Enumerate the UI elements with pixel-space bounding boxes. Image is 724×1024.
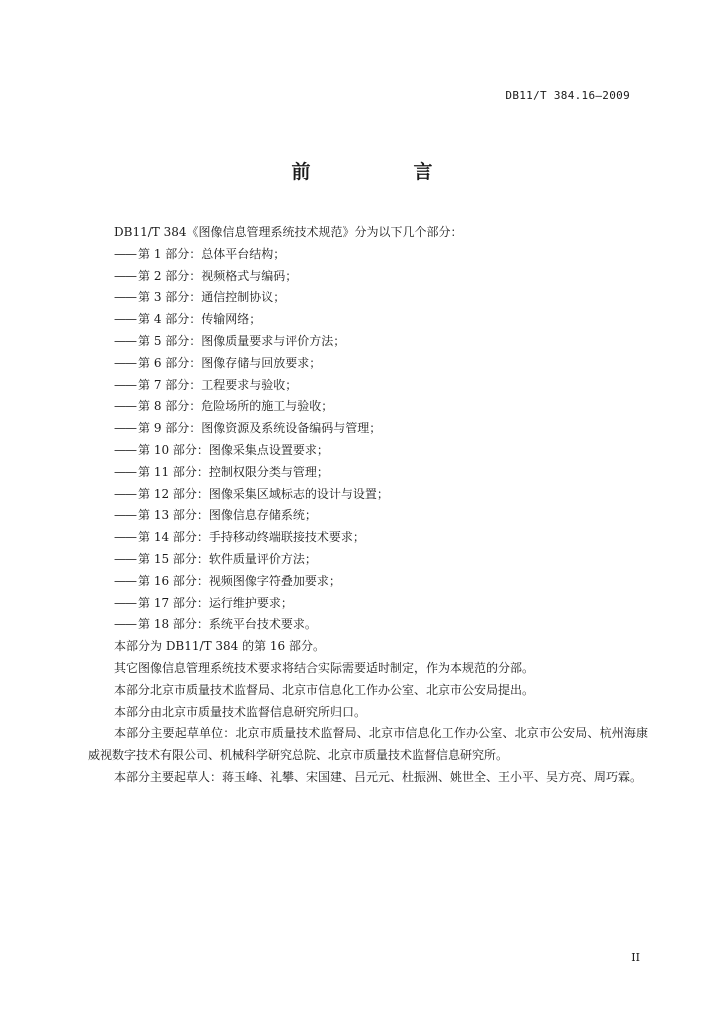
part-text: 第 12 部分：图像采集区域标志的设计与设置； bbox=[138, 486, 389, 501]
list-dash: —— bbox=[114, 530, 136, 545]
part-text: 第 3 部分：通信控制协议； bbox=[138, 290, 286, 305]
list-dash: —— bbox=[114, 464, 136, 479]
page-number: II bbox=[631, 951, 640, 964]
list-item bbox=[88, 287, 648, 309]
list-item bbox=[88, 614, 648, 636]
list-dash: —— bbox=[114, 377, 136, 392]
proposer-paragraph: 本部分北京市质量技术监督局、北京市信息化工作办公室、北京市公安局提出。 bbox=[114, 682, 535, 697]
list-item bbox=[88, 266, 648, 288]
drafters-paragraph: 本部分主要起草人：蒋玉峰、礼攀、宋国建、吕元元、杜振洲、姚世全、王小平、吴方亮、周巧霖。 bbox=[114, 769, 643, 784]
scope-paragraph: 本部分为 DB11/T 384 的第 16 部分。 bbox=[114, 639, 326, 654]
part-text: 第 16 部分：视频图像字符叠加要求； bbox=[138, 573, 341, 588]
part-text: 第 11 部分：控制权限分类与管理； bbox=[138, 464, 329, 479]
list-dash: —— bbox=[114, 246, 136, 261]
list-item bbox=[88, 309, 648, 331]
list-dash: —— bbox=[114, 573, 136, 588]
part-text: 第 4 部分：传输网络； bbox=[138, 312, 262, 327]
part-text: 第 2 部分：视频格式与编码； bbox=[138, 268, 298, 283]
list-item bbox=[88, 396, 648, 418]
foreword-body bbox=[88, 222, 648, 789]
list-dash: —— bbox=[114, 333, 136, 348]
list-dash: —— bbox=[114, 617, 136, 632]
list-item bbox=[88, 549, 648, 571]
list-dash: —— bbox=[114, 268, 136, 283]
list-item bbox=[88, 244, 648, 266]
list-item bbox=[88, 505, 648, 527]
management-paragraph: 本部分由北京市质量技术监督信息研究所归口。 bbox=[114, 704, 367, 719]
part-text: 第 14 部分：手持移动终端联接技术要求； bbox=[138, 530, 365, 545]
list-item bbox=[88, 527, 648, 549]
list-dash: —— bbox=[114, 595, 136, 610]
list-item bbox=[88, 440, 648, 462]
list-item bbox=[88, 593, 648, 615]
list-item bbox=[88, 353, 648, 375]
part-text: 第 7 部分：工程要求与验收； bbox=[138, 377, 298, 392]
part-text: 第 13 部分：图像信息存储系统； bbox=[138, 508, 317, 523]
future-parts-paragraph: 其它图像信息管理系统技术要求将结合实际需要适时制定，作为本规范的分部。 bbox=[114, 660, 535, 675]
part-text: 第 9 部分：图像资源及系统设备编码与管理； bbox=[138, 421, 382, 436]
list-item bbox=[88, 571, 648, 593]
list-dash: —— bbox=[114, 312, 136, 327]
parts-list bbox=[88, 244, 648, 636]
list-dash: —— bbox=[114, 421, 136, 436]
list-dash: —— bbox=[114, 399, 136, 414]
list-dash: —— bbox=[114, 442, 136, 457]
list-item bbox=[88, 418, 648, 440]
list-dash: —— bbox=[114, 486, 136, 501]
list-item bbox=[88, 375, 648, 397]
intro-paragraph: DB11/T 384《图像信息管理系统技术规范》分为以下几个部分： bbox=[114, 225, 463, 239]
standard-code: DB11/T 384.16—2009 bbox=[505, 89, 630, 102]
list-dash: —— bbox=[114, 508, 136, 523]
part-text: 第 10 部分：图像采集点设置要求； bbox=[138, 442, 329, 457]
part-text: 第 17 部分：运行维护要求； bbox=[138, 595, 293, 610]
part-text: 第 6 部分：图像存储与回放要求； bbox=[138, 355, 322, 370]
part-text: 第 15 部分：软件质量评价方法； bbox=[138, 551, 317, 566]
list-item bbox=[88, 331, 648, 353]
part-text: 第 5 部分：图像质量要求与评价方法； bbox=[138, 333, 346, 348]
page-title: 前 言 bbox=[291, 161, 475, 183]
list-dash: —— bbox=[114, 355, 136, 370]
part-text: 第 1 部分：总体平台结构； bbox=[138, 246, 286, 261]
list-item bbox=[88, 462, 648, 484]
part-text: 第 8 部分：危险场所的施工与验收； bbox=[138, 399, 334, 414]
drafting-units-paragraph: 本部分主要起草单位：北京市质量技术监督局、北京市信息化工作办公室、北京市公安局、杭州海康威视数字技术有限公司、机械科学研究总院、北京市质量技术监督信息研究所。 bbox=[88, 726, 648, 763]
part-text: 第 18 部分：系统平台技术要求。 bbox=[138, 617, 317, 632]
list-item bbox=[88, 484, 648, 506]
list-dash: —— bbox=[114, 290, 136, 305]
list-dash: —— bbox=[114, 551, 136, 566]
